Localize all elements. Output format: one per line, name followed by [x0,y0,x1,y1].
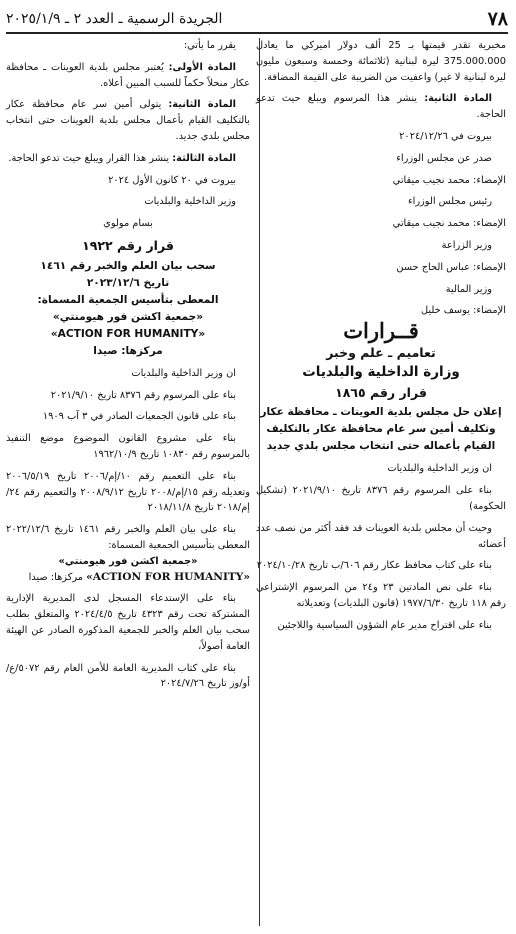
right-column [256,38,506,928]
decision-title: إعلان حل مجلس بلدية العوينات ـ محافظة عكار وتكليف أمين سر عام محافظة عكار بالتكليف القيام بأعماله حتى انتخاب مجلس بلدي جديد [260,406,502,453]
article-text: يتولى أمين سر عام محافظة عكار بالتكليف القيام بأعمال مجلس بلدية العوينات حتى انتخاب مجلس بلدي جديد. [6,99,250,142]
signature: الإمضاء: محمد نجيب ميقاتي [392,218,506,230]
article-1 [6,60,250,92]
article-label: المادة الثانية: [168,99,236,111]
decision-title-line: سحب بيان العلم والخبر رقم ١٤٦١ [40,259,216,272]
decides-line: يقرر ما يأتي: [183,40,236,51]
article-2 [256,91,506,123]
recital: وحيث أن مجلس بلدية العوينات قد فقد أكثر من نصف عدد أعضائه [256,522,506,550]
article-label: المادة الثالثة: [172,152,236,164]
minister-intro: ان وزير الداخلية والبلديات [387,463,492,475]
section-title: قــرارات [343,318,419,344]
signature: الإمضاء: محمد نجيب ميقاتي [392,174,506,186]
decision-number: قرار رقم ١٩٢٢ [82,237,174,253]
association-name-latin: «ACTION FOR HUMANITY» [86,570,250,583]
paragraph: مخبرية تقدر قيمتها بـ 25 ألف دولار اميركي ما يعادل 375.000.000 ليرة لبنانية (ثلاثمائة وخمسة وسبعون مليون ليرة لبنانية لا غير) واعفيت من الضريبة على القيمة المضافة. [256,40,506,83]
recital: بناء على قانون الجمعيات الصادر في ٣ آب ١٩٠٩ [42,411,236,423]
decision-title-line: المعطى بتأسيس الجمعية المسماة: [37,293,219,306]
signature: الإمضاء: عباس الحاج حسن [396,261,506,273]
section-subtitle: تعاميم ـ علم وخبر [326,344,436,360]
association-name-latin: «ACTION FOR HUMANITY» [50,327,206,340]
article-text: يُعتبر مجلس بلدية العوينات ـ محافظة عكار منحلاً حكماً للسبب المبين أعلاه. [6,61,250,89]
decision-date: بيروت في ٢٠ كانون الأول ٢٠٢٤ [108,174,236,186]
article-text: ينشر هذا القرار ويبلغ حيث تدعو الحاجة. [8,152,173,164]
recital: بناء على مشروع القانون الموضوع موضع التنفيذ بالمرسوم رقم ١٠٨٣٠ تاريخ ١٩٦٢/١٠/٩ [6,433,250,460]
page-header [6,6,508,34]
recital: بناء على المرسوم رقم ٨٣٧٦ تاريخ ٢٠٢١/٩/١٠ [50,389,236,401]
recital: بناء على الإستدعاء المسجل لدى المديرية الإدارية المشتركة تحت رقم ٤٣٢٣ تاريخ ٢٠٢٤/٤/٥ والمتعلق بطلب سحب بيان العلم والخبر للجمعية المذكورة الصادر عن الهيئة العامة أصولاً، [6,593,250,652]
recital: بناء على المرسوم رقم ٨٣٧٦ تاريخ ٢٠٢١/٩/١٠ (تشكيل الحكومة) [256,485,506,512]
issued-by: صدر عن مجلس الوزراء [396,152,492,164]
decision-number: قرار رقم ١٨٦٥ [335,384,427,400]
page-number: ٧٨ [487,8,508,30]
article-label: المادة الأولى: [168,61,236,73]
signatory-title: رئيس مجلس الوزراء [408,196,492,208]
recital: بناء على كتاب المديرية العامة للأمن العام رقم ٥٠٧٢/ع/أو/وز تاريخ ٢٠٢٤/٧/٢٦ [6,662,250,690]
article-2 [6,97,250,144]
signatory-title: وزير الداخلية والبلديات [144,196,236,208]
article-label: المادة الثانية: [424,93,493,105]
recital: بناء على نص المادتين ٢٣ و٢٤ من المرسوم الإشتراعي رقم ١١٨ تاريخ ١٩٧٧/٦/٣٠ (قانون البلديات) وتعديلاته [256,582,506,609]
recital: بناء على اقتراح مدير عام الشؤون السياسية واللاجئين [277,619,492,631]
association-seat: مركزها: صيدا [28,571,87,583]
recital: بناء على بيان العلم والخبر رقم ١٤٦١ تاريخ ٢٠٢٢/١٢/٦ المعطى بتأسيس الجمعية المسماة: [6,524,250,551]
association-line [6,570,250,586]
association-name: «جمعية اكشن فور هيومنتي» [58,555,198,567]
decree-date: بيروت في ٢٠٢٤/١٢/٢٦ [399,130,492,142]
association-name: «جمعية اكشن فور هيومنتي» [52,310,204,323]
recital: بناء على كتاب محافظ عكار رقم ٦٠٦/ب تاريخ ٢٠٢٤/١٠/٢٨ [256,560,492,572]
gazette-title: الجريدة الرسمية ـ العدد ٢ ـ ٢٠٢٥/١/٩ [6,11,223,27]
minister-name: بسام مولوي [103,218,153,230]
decision-title-line: تاريخ ٢٠٢٣/١٢/٦ [86,276,170,289]
article-text: ينشر هذا المرسوم ويبلغ حيث تدعو الحاجة. [256,93,506,121]
recital: بناء على التعميم رقم ١٠/إم/٢٠٠٦ تاريخ ٢٠٠٦/٥/١٩ وتعديله رقم ١٥/إم/٢٠٠٨ تاريخ ٢٠٠٨/٩/١٢ والتعميم رقم ٢٤/إم/٢٠١٨ تاريخ ٢٠١٨/١١/٨ [6,470,250,514]
left-column [6,38,250,928]
ministry-heading: وزارة الداخلية والبلديات [302,363,460,380]
minister-intro: ان وزير الداخلية والبلديات [131,367,236,379]
association-seat: مركزها: صيدا [93,344,163,357]
signatory-title: وزير المالية [445,283,492,295]
signature: الإمضاء: يوسف خليل [421,305,506,317]
article-3 [6,151,250,167]
signatory-title: وزير الزراعة [441,239,492,251]
